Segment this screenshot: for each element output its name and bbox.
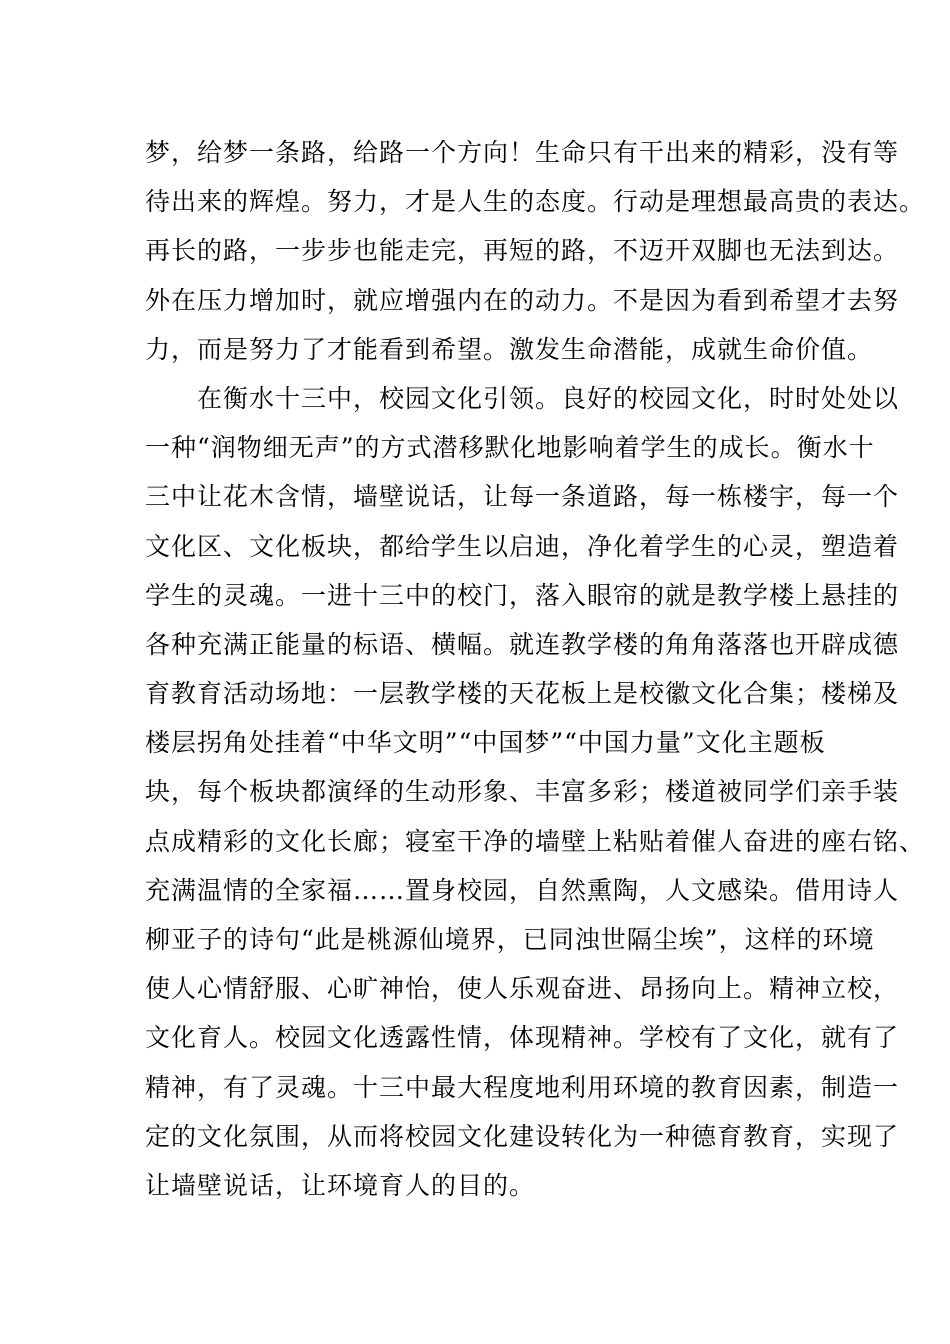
- text-line: 各种充满正能量的标语、横幅。就连教学楼的角角落落也开辟成德: [145, 629, 900, 659]
- text-line: 文化育人。校园文化透露性情，体现精神。学校有了文化，就有了: [145, 1023, 900, 1053]
- text-line: 梦，给梦一条路，给路一个方向！生命只有干出来的精彩，没有等: [145, 138, 900, 167]
- text-line: 楼层拐角处挂着“中华文明”“中国梦”“中国力量”文化主题板: [145, 728, 826, 758]
- text-line: 学生的灵魂。一进十三中的校门，落入眼帘的就是教学楼上悬挂的: [145, 580, 900, 610]
- text-line: 外在压力增加时，就应增强内在的动力。不是因为看到希望才去努: [145, 285, 900, 315]
- text-line: 再长的路，一步步也能走完，再短的路，不迈开双脚也无法到达。: [145, 236, 900, 266]
- paragraph-2: [145, 374, 926, 1210]
- text-line: 一种“润物细无声”的方式潜移默化地影响着学生的成长。衡水十: [145, 433, 875, 463]
- text-line: 育教育活动场地：一层教学楼的天花板上是校徽文化合集；楼梯及: [145, 679, 900, 709]
- text-line: 力，而是努力了才能看到希望。激发生命潜能，成就生命价值。: [145, 334, 874, 364]
- text-line: 块，每个板块都演绎的生动形象、丰富多彩；楼道被同学们亲手装: [145, 777, 900, 807]
- body-text: [145, 128, 926, 1210]
- text-line: 定的文化氛围，从而将校园文化建设转化为一种德育教育，实现了: [145, 1121, 900, 1151]
- text-line: 精神，有了灵魂。十三中最大程度地利用环境的教育因素，制造一: [145, 1072, 900, 1102]
- text-line: 文化区、文化板块，都给学生以启迪，净化着学生的心灵，塑造着: [145, 531, 900, 561]
- text-line: 让墙壁说话，让环境育人的目的。: [145, 1170, 536, 1200]
- text-line: 柳亚子的诗句“此是桃源仙境界，已同浊世隔尘埃”，这样的环境: [145, 925, 875, 954]
- text-line: 待出来的辉煌。努力，才是人生的态度。行动是理想最高贵的表达。: [145, 187, 926, 217]
- paragraph-1: [145, 128, 926, 374]
- text-line: 三中让花木含情，墙壁说话，让每一条道路，每一栋楼宇，每一个: [145, 482, 900, 512]
- text-line: 使人心情舒服、心旷神怡，使人乐观奋进、昂扬向上。精神立校，: [145, 974, 900, 1004]
- text-line: 充满温情的全家福……置身校园，自然熏陶，人文感染。借用诗人: [145, 875, 900, 905]
- text-line: 在衡水十三中，校园文化引领。良好的校园文化，时时处处以: [197, 383, 900, 413]
- text-line: 点成精彩的文化长廊；寝室干净的墙壁上粘贴着催人奋进的座右铭、: [145, 826, 926, 856]
